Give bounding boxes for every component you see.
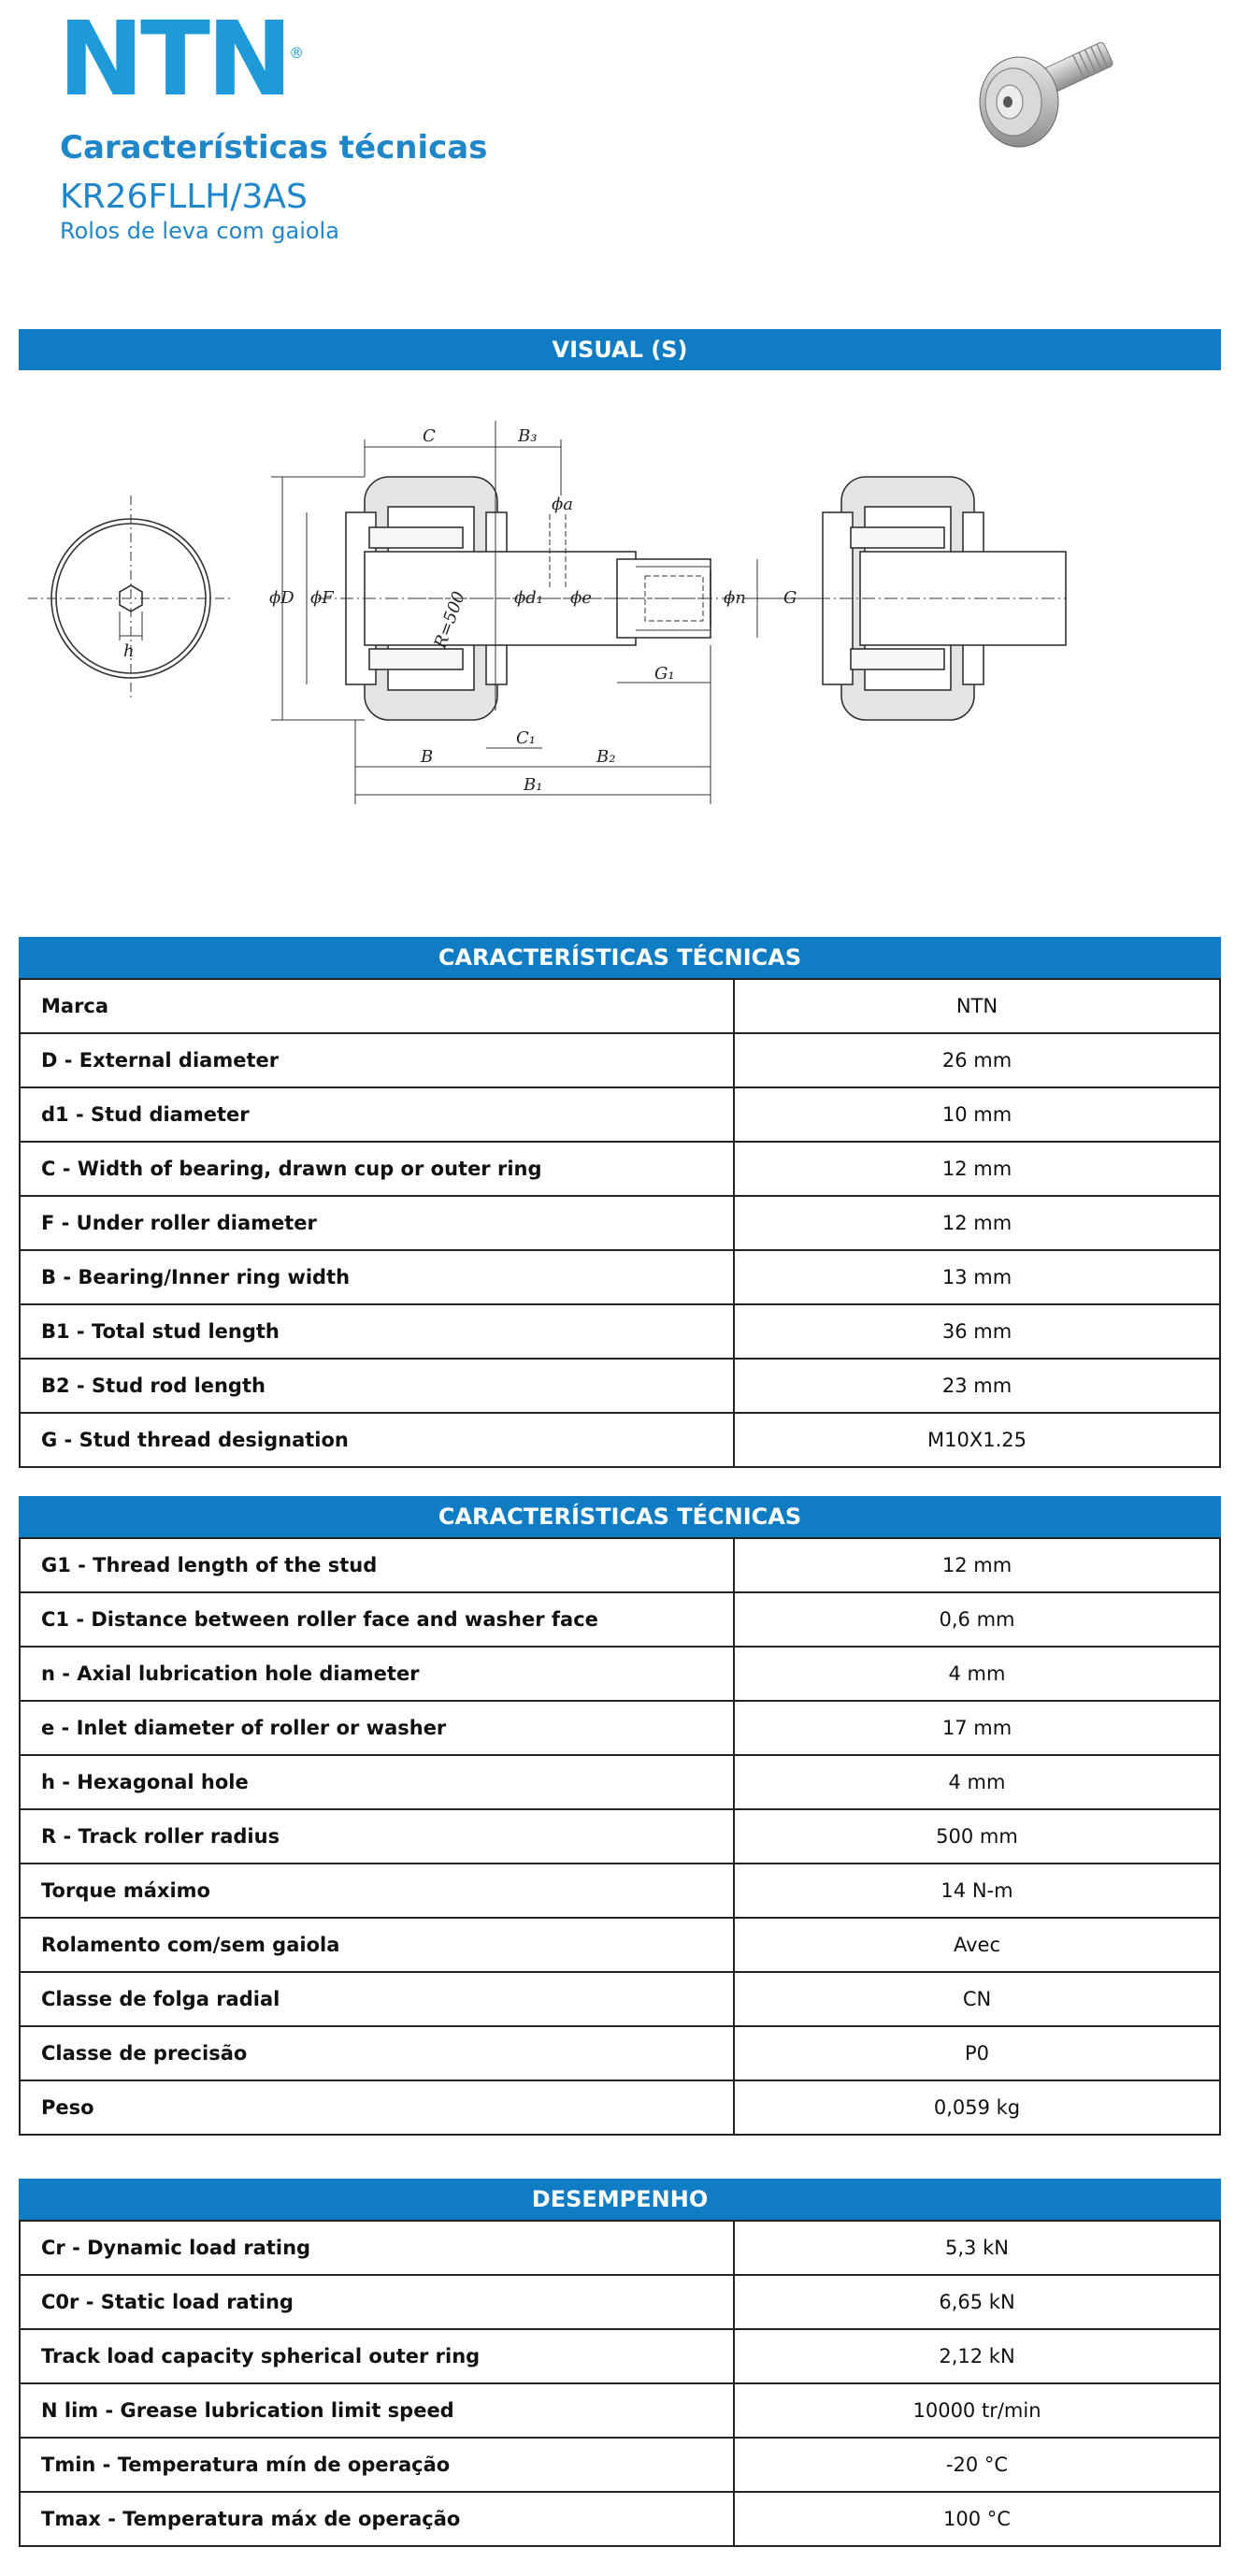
spec-value: CN [734,1972,1220,2026]
table-row [20,2383,1220,2438]
technical-drawing [19,402,1221,842]
spec-label: Track load capacity spherical outer ring [20,2329,734,2383]
spec-value: NTN [734,979,1220,1033]
table-row [20,1250,1220,1304]
spec-value: 17 mm [734,1701,1220,1755]
spec-value: 12 mm [734,1196,1220,1250]
table-row [20,1304,1220,1359]
table-row [20,2492,1220,2546]
spec-label: R - Track roller radius [20,1809,734,1864]
table-row [20,1972,1220,2026]
spec-label: D - External diameter [20,1033,734,1087]
spec-value: 100 °C [734,2492,1220,2546]
table-row [20,1864,1220,1918]
table-row [20,2026,1220,2080]
table-row [20,1647,1220,1701]
dim-label-phie: ϕe [570,588,592,608]
spec-value: 0,6 mm [734,1592,1220,1647]
table-row [20,1755,1220,1809]
spec-value: M10X1.25 [734,1413,1220,1467]
spec-value: 36 mm [734,1304,1220,1359]
performance-section-header: DESEMPENHO [19,2179,1221,2220]
table-row [20,2329,1220,2383]
spec-value: 6,65 kN [734,2275,1220,2329]
dim-label-phif: ϕF [310,588,334,608]
spec-value: Avec [734,1918,1220,1972]
spec-value: 23 mm [734,1359,1220,1413]
spec-value: 4 mm [734,1755,1220,1809]
table-row [20,1701,1220,1755]
spec-label: C - Width of bearing, drawn cup or outer ring [20,1142,734,1196]
spec-label: B2 - Stud rod length [20,1359,734,1413]
spec-label: G1 - Thread length of the stud [20,1538,734,1592]
spec-label: n - Axial lubrication hole diameter [20,1647,734,1701]
dim-label-g1: G₁ [654,664,675,684]
spec-value: 12 mm [734,1142,1220,1196]
spec-label: Rolamento com/sem gaiola [20,1918,734,1972]
table-row [20,1359,1220,1413]
dim-label-b2: B₂ [596,747,616,767]
spec-label: G - Stud thread designation [20,1413,734,1467]
table-row [20,2080,1220,2135]
spec-value: 14 N-m [734,1864,1220,1918]
table-row [20,1033,1220,1087]
spec-label: F - Under roller diameter [20,1196,734,1250]
tech1-section-header: CARACTERÍSTICAS TÉCNICAS [19,937,1221,978]
table-row [20,1809,1220,1864]
dim-label-phid: ϕD [269,588,294,608]
spec-value: 5,3 kN [734,2221,1220,2275]
product-code: KR26FLLH/3AS [60,178,308,216]
dim-label-phin: ϕn [724,588,746,608]
tech2-section-header: CARACTERÍSTICAS TÉCNICAS [19,1496,1221,1537]
dim-label-c1: C₁ [516,728,536,748]
product-thumbnail-image [954,13,1141,163]
spec-label: e - Inlet diameter of roller or washer [20,1701,734,1755]
table-row [20,1918,1220,1972]
dim-label-phia: ϕa [552,495,574,514]
spec-label: Classe de precisão [20,2026,734,2080]
tech1-table [19,978,1221,1468]
table-row [20,1592,1220,1647]
visual-section-header: VISUAL (S) [19,329,1221,370]
dim-label-h: h [123,641,135,661]
spec-value: 26 mm [734,1033,1220,1087]
spec-label: Classe de folga radial [20,1972,734,2026]
spec-label: Torque máximo [20,1864,734,1918]
spec-label: Tmax - Temperatura máx de operação [20,2492,734,2546]
spec-value: 13 mm [734,1250,1220,1304]
spec-label: Cr - Dynamic load rating [20,2221,734,2275]
spec-value: 4 mm [734,1647,1220,1701]
table-row [20,2221,1220,2275]
spec-label: Tmin - Temperatura mín de operação [20,2438,734,2492]
spec-label: C0r - Static load rating [20,2275,734,2329]
table-row [20,1196,1220,1250]
spec-label: Marca [20,979,734,1033]
dim-label-c: C [423,426,436,446]
spec-label: C1 - Distance between roller face and washer face [20,1592,734,1647]
spec-value: 10 mm [734,1087,1220,1142]
table-row [20,979,1220,1033]
spec-label: B1 - Total stud length [20,1304,734,1359]
dim-label-r500: R=500 [430,588,469,652]
dim-label-phid1: ϕd₁ [514,588,544,608]
ntn-logo [58,0,305,119]
brand-text: NTN [58,0,290,119]
spec-value: 10000 tr/min [734,2383,1220,2438]
table-row [20,1538,1220,1592]
registered-mark: ® [289,44,305,62]
page-title: Características técnicas [60,129,488,166]
performance-table [19,2220,1221,2547]
dim-label-b1: B₁ [524,775,543,795]
spec-value: 0,059 kg [734,2080,1220,2135]
tech2-table [19,1537,1221,2136]
spec-value: 500 mm [734,1809,1220,1864]
spec-value: -20 °C [734,2438,1220,2492]
dim-label-g: G [783,588,797,608]
spec-value: 12 mm [734,1538,1220,1592]
spec-value: P0 [734,2026,1220,2080]
table-row [20,2438,1220,2492]
product-subtitle: Rolos de leva com gaiola [60,218,339,244]
spec-label: B - Bearing/Inner ring width [20,1250,734,1304]
table-row [20,2275,1220,2329]
dim-label-b: B [421,747,434,767]
table-row [20,1142,1220,1196]
spec-label: Peso [20,2080,734,2135]
dim-label-b3: B₃ [518,426,538,446]
spec-label: N lim - Grease lubrication limit speed [20,2383,734,2438]
spec-value: 2,12 kN [734,2329,1220,2383]
table-row [20,1413,1220,1467]
table-row [20,1087,1220,1142]
spec-label: d1 - Stud diameter [20,1087,734,1142]
spec-label: h - Hexagonal hole [20,1755,734,1809]
